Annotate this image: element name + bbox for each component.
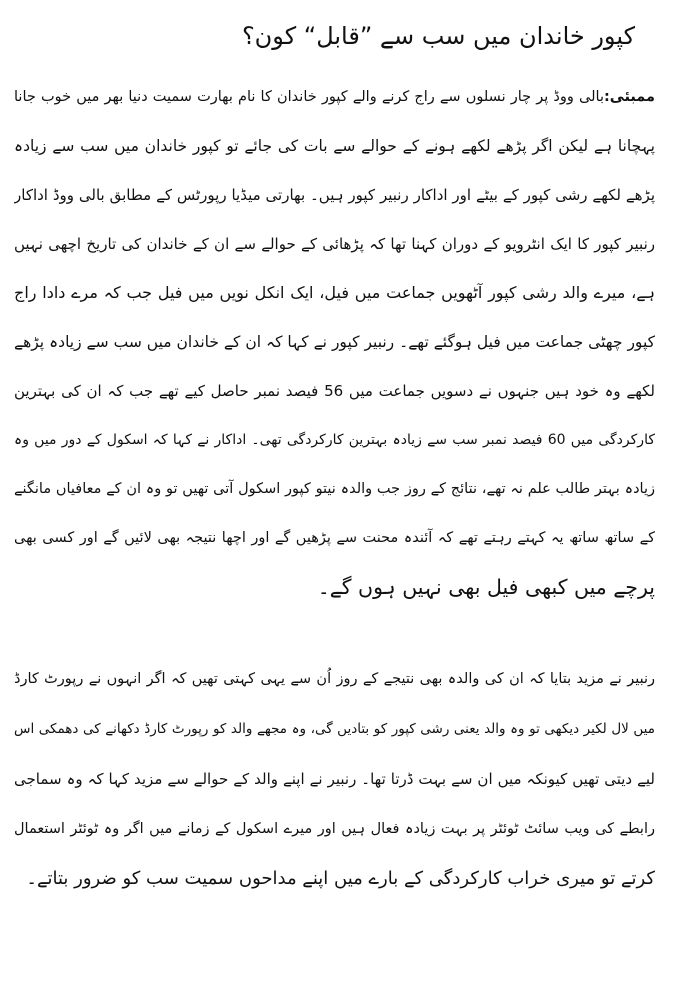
paragraph-2-line-2: میں لال لکیر دیکھی تو وہ والد یعنی رشی کپور کو بتادیں گی، وہ مجھے والد کو رپورٹ کارڈ دکھانے کی دھمکی اس (14, 721, 655, 737)
dateline: ممبئی: (603, 89, 655, 105)
paragraph-1-line-1 (14, 82, 655, 112)
paragraph-1-line-10: کے ساتھ ساتھ یہ کہتے رہتے تھے کہ آئندہ محنت سے پڑھیں گے اور اچھا نتیجہ بھی لائیں گے اور کسی بھی (14, 530, 655, 546)
paragraph-2-line-5: کرتے تو میری خراب کارکردگی کے بارے میں اپنے مداحوں سمیت سب کو ضرور بتاتے۔ (26, 868, 655, 889)
article-title: کپور خاندان میں سب سے ”قابل“ کون؟ (241, 22, 635, 50)
paragraph-1-line-11: پرچے میں کبھی فیل بھی نہیں ہوں گے۔ (317, 575, 655, 599)
paragraph-2-line-4: رابطے کی ویب سائٹ ٹوئٹر پر بہت زیادہ فعال ہیں اور میرے اسکول کے زمانے میں اگر وہ ٹوئٹر استعمال (14, 821, 655, 837)
paragraph-1-line-2: پہچانا ہے لیکن اگر پڑھے لکھے ہونے کے حوالے سے بات کی جائے تو کپور خاندان میں سب سے زیادہ (14, 137, 655, 155)
paragraph-1-line-6: کپور چھٹی جماعت میں فیل ہوگئے تھے۔ رنبیر کپور نے کہا کہ ان کے خاندان میں سب سے زیادہ پڑھے (14, 333, 655, 351)
paragraph-1-line-8: کارکردگی میں 60 فیصد نمبر سب سے زیادہ بہترین کارکردگی تھی۔ اداکار نے کہا کہ اسکول کے دور میں وہ (14, 432, 655, 448)
line-text: بالی ووڈ پر چار نسلوں سے راج کرنے والے کپور خاندان کا نام بھارت سمیت دنیا بھر میں خوب جانا (14, 89, 604, 105)
paragraph-1-line-5: ہے، میرے والد رشی کپور آٹھویں جماعت میں فیل، ایک انکل نویں میں فیل جب کہ مرے دادا راج (14, 283, 655, 302)
paragraph-2-line-1: رنبیر نے مزید بتایا کہ ان کی والدہ بھی نتیجے کے روز اُن سے یہی کہتی تھیں کہ اگر انہوں نے رپورٹ کارڈ (14, 671, 655, 687)
paragraph-1-line-4: رنبیر کپور کا ایک انٹرویو کے دوران کہنا تھا کہ پڑھائی کے حوالے سے ان کے خاندان کی تاریخ اچھی نہیں (14, 235, 655, 253)
paragraph-2-line-3: لیے دیتی تھیں کیونکہ میں ان سے بہت ڈرتا تھا۔ رنبیر نے اپنے والد کے حوالے سے مزید کہا کہ وہ سماجی (14, 770, 655, 788)
paragraph-1-line-3: پڑھے لکھے رشی کپور کے بیٹے اور اداکار رنبیر کپور ہیں۔ بھارتی میڈیا رپورٹس کے مطابق بالی ووڈ اداکار (14, 186, 655, 204)
paragraph-1-line-9: زیادہ بہتر طالب علم نہ تھے، نتائج کے روز جب والدہ نیتو کپور اسکول آتی تھیں تو وہ ان کے معافیاں مانگنے (14, 481, 655, 497)
paragraph-1-line-7: لکھے وہ خود ہیں جنہوں نے دسویں جماعت میں 56 فیصد نمبر حاصل کیے تھے جب کہ ان کی بہترین (14, 382, 655, 400)
